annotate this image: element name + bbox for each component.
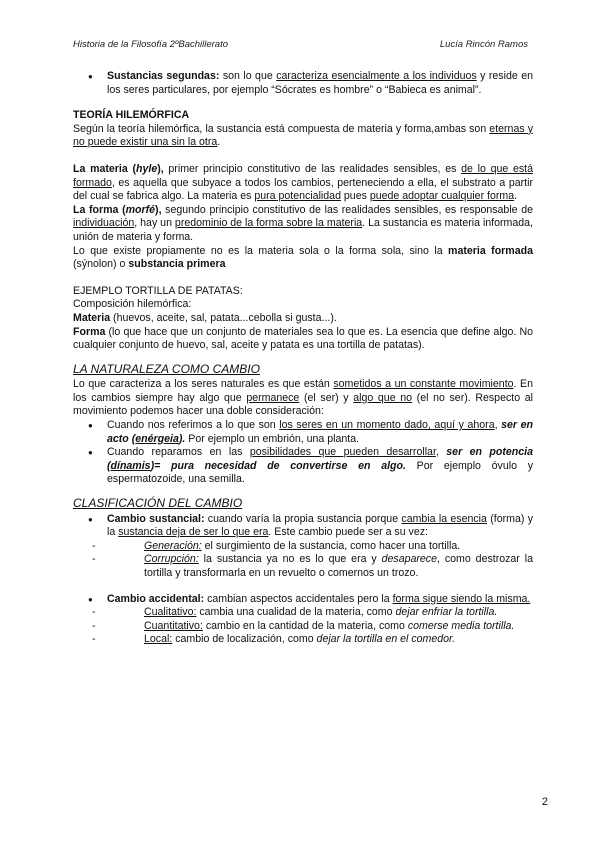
clasificacion-list (73, 513, 533, 581)
header-author: Lucía Rincón Ramos (439, 39, 528, 50)
teoria-paragraph: Según la teoría hilemórfica, la sustancia está compuesta de materia y forma,ambas son eternas y no puede existir una sin la otra. (73, 122, 534, 149)
local-item: - Local: cambio de localización, como dejar la tortilla en el comedor. (73, 633, 533, 647)
sustancias-segundas-item: ● Sustancias segundas: son lo que caracteriza esencialmente a los individuos y reside en los seres particulares, por ejemplo “Sócrates es hombre” o “Babieca es animal”. (73, 70, 533, 97)
header-course: Historia de la Filosofía 2ºBachillerato (73, 39, 229, 50)
page-number: 2 (541, 796, 548, 808)
sustancias-segundas-list (73, 70, 533, 97)
document-body (73, 70, 533, 647)
clasificacion-title: CLASIFICACIÓN DEL CAMBIO (73, 496, 243, 511)
ejemplo-composicion: Composición hilemórfica: (73, 298, 192, 311)
accidental-sublist (73, 606, 533, 647)
cambio-accidental-item: ● Cambio accidental: cambian aspectos accidentales pero la forma sigue siendo la misma. - Cualitativo: cambia una cualidad de la materia, como dejar enfriar la tortilla. - Cuantitativo: cambio en la cantidad de la materia, como comerse media tortilla. - Local: cambio de localización, como dejar la tortilla en el comedor. (73, 593, 533, 647)
existe-paragraph: Lo que existe propiamente no es la materia sola o la forma sola, sino la materia formada (sýnolon) o substancia primera (73, 244, 533, 271)
materia-paragraph: La materia (hyle), primer principio constitutivo de las realidades sensibles, es de lo que está formado, es aquella que subyace a todos los cambios, perteneciendo a ella, el substrato a partir del cual se fabrica algo. La materia es pura potencialidad pues puede adoptar cualquier forma. (73, 162, 533, 203)
ejemplo-title: EJEMPLO TORTILLA DE PATATAS: (73, 284, 243, 297)
corrupcion-item: - Corrupción: la sustancia ya no es lo que era y desaparece, como destrozar la tortilla y transformarla en un revuelto o comernos un trozo. (73, 553, 533, 580)
sustancial-sublist (73, 540, 533, 581)
acto-item: ● Cuando nos referimos a lo que son los seres en un momento dado, aquí y ahora, ser en acto (enérgeia). Por ejemplo un embrión, una planta. (73, 419, 533, 446)
ejemplo-materia: Materia (huevos, aceite, sal, patata...cebolla si gusta...). (73, 311, 337, 324)
forma-paragraph: La forma (morfé), segundo principio constitutivo de las realidades sensibles, es responsable de individuación, hay un predominio de la forma sobre la materia. La sustancia es materia informada, unión de materia y forma. (73, 203, 533, 243)
naturaleza-paragraph: Lo que caracteriza a los seres naturales es que están sometidos a un constante movimiento. En los cambios siempre hay algo que permanece (el ser) y algo que no (el no ser). Respecto al movimiento podemos hacer una doble consideración: (73, 378, 533, 418)
cuantitativo-item: - Cuantitativo: cambio en la cantidad de la materia, como comerse media tortilla. (73, 620, 533, 634)
naturaleza-title: LA NATURALEZA COMO CAMBIO (73, 361, 260, 376)
accidental-list (73, 593, 533, 647)
cualitativo-item: - Cualitativo: cambia una cualidad de la materia, como dejar enfriar la tortilla. (73, 606, 533, 620)
teoria-title: TEORÍA HILEMÓRFICA (73, 109, 190, 122)
naturaleza-list (73, 419, 533, 487)
generacion-item: - Generación: el surgimiento de la sustancia, como hacer una tortilla. (73, 540, 533, 554)
potencia-item: ● Cuando reparamos en las posibilidades que pueden desarrollar, ser en potencia (dínamis)= pura necesidad de convertirse en algo. Por ejemplo óvulo y espermatozoide, una semilla. (73, 446, 533, 487)
ejemplo-forma: Forma (lo que hace que un conjunto de materiales sea lo que es. La esencia que define algo. No cualquier conjunto de huevo, sal, aceite y patata es una tortilla de patatas). (73, 325, 533, 352)
cambio-sustancial-item: ● Cambio sustancial: cuando varía la propia sustancia porque cambia la esencia (forma) y la sustancia deja de ser lo que era. Este cambio puede ser a su vez: - Generación: el surgimiento de la sustancia, como hacer una tortilla. - Corrupción: la sustancia ya no es lo que era y desaparece, como destrozar la tortilla y transformarla en un revuelto o comernos un trozo. (73, 513, 533, 581)
